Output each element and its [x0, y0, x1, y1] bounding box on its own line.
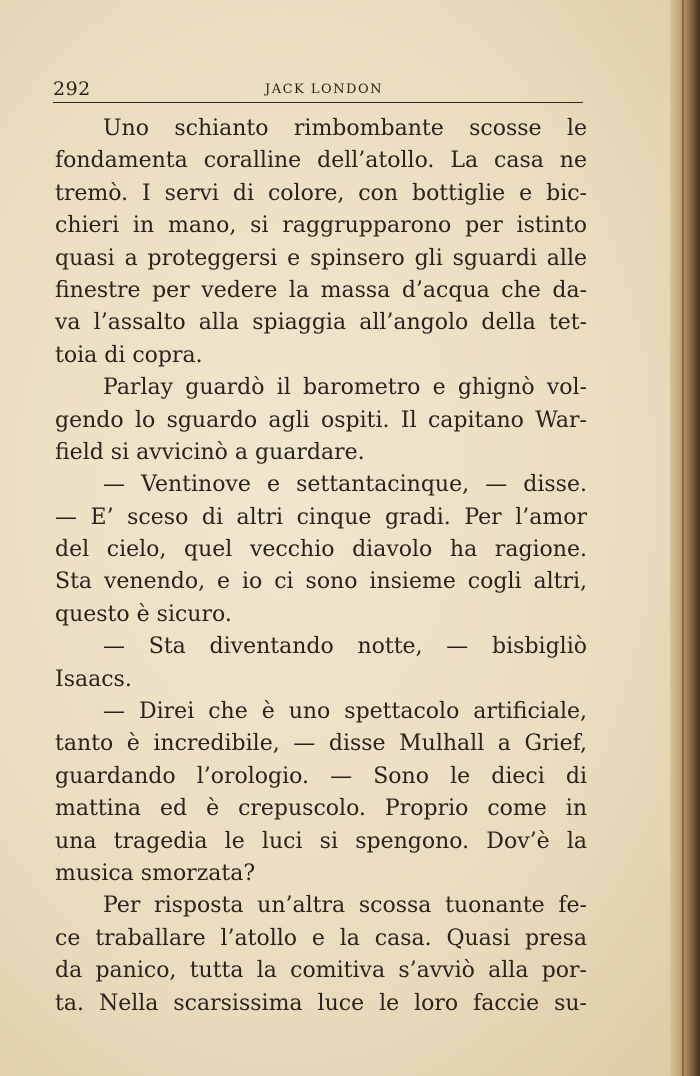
text-line: musica smorzata? [55, 860, 256, 886]
header-rule [53, 102, 583, 103]
text-line: Parlay guardò il barometro e ghignò vol- [103, 375, 587, 401]
text-line: — Ventinove e settantacinque, — disse. [103, 472, 587, 498]
text-line: tanto è incredibile, — disse Mulhall a Grief, [55, 731, 587, 757]
text-line: mattina ed è crepuscolo. Proprio come in [55, 796, 587, 822]
text-line: Uno schianto rimbombante scosse le [103, 116, 587, 141]
running-head: JACK LONDON [265, 82, 384, 97]
text-line: quasi a proteggersi e spinsero gli sguardi alle [55, 245, 587, 271]
text-line: questo è sicuro. [55, 601, 232, 627]
text-line: guardando l’orologio. — Sono le dieci di [55, 763, 587, 789]
text-line: — Direi che è uno spettacolo artificiale, [103, 699, 587, 725]
page-header [53, 78, 583, 102]
page-edge-shadow [682, 0, 684, 1076]
text-line: gendo lo sguardo agli ospiti. Il capitano War- [55, 407, 587, 433]
text-line: va l’assalto alla spiaggia all’angolo della tet- [55, 310, 587, 336]
text-line: finestre per vedere la massa d’acqua che da- [55, 277, 587, 303]
text-line: una tragedia le luci si spengono. Dov’è la [55, 828, 587, 854]
text-line: da panico, tutta la comitiva s’avviò alla por- [55, 958, 587, 984]
text-line: ta. Nella scarsissima luce le loro faccie su- [55, 990, 587, 1016]
body-text [55, 113, 587, 1020]
text-line: toia di copra. [55, 342, 203, 368]
text-line: chieri in mano, si raggrupparono per istinto [55, 213, 587, 239]
text-line: tremò. I servi di colore, con bottiglie e bic- [55, 180, 587, 206]
text-line: Sta venendo, e io ci sono insieme cogli altri, [55, 569, 587, 595]
book-spine [670, 0, 700, 1076]
text-line: — Sta diventando notte, — bisbigliò [103, 634, 587, 660]
page-number: 292 [53, 78, 91, 100]
text-line: fondamenta coralline dell’atollo. La casa ne [55, 148, 587, 174]
text-line: del cielo, quel vecchio diavolo ha ragione. [55, 537, 587, 563]
text-line: Isaacs. [55, 666, 132, 692]
text-line: — E’ sceso di altri cinque gradi. Per l’amor [55, 504, 587, 530]
text-line: ce traballare l’atollo e la casa. Quasi presa [55, 925, 587, 951]
text-line: field si avvicinò a guardare. [55, 439, 365, 465]
text-line: Per risposta un’altra scossa tuonante fe- [103, 893, 587, 919]
